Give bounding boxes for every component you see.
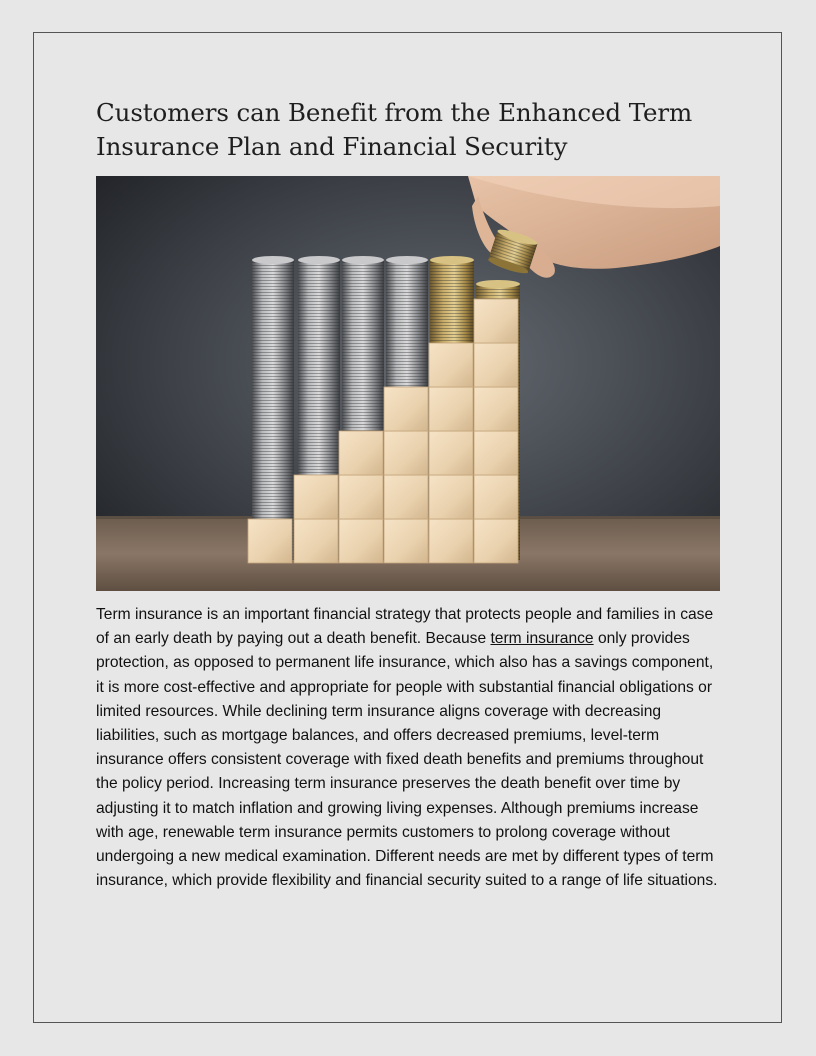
coin-stacks-on-wooden-blocks-photo — [96, 176, 720, 591]
term-insurance-link[interactable]: term insurance — [490, 630, 594, 648]
page-title: Customers can Benefit from the Enhanced Term Insurance Plan and Financial Security — [96, 98, 693, 161]
article-paragraph — [96, 603, 722, 893]
paragraph-text-after-link: only provides protection, as opposed to permanent life insurance, which also has a savings component, it is more cost-effective and appropriate for people with substantial financial obligations or limited resources. While declining term insurance aligns coverage with decreasing liabilities, such as mortgage balances, and offers decreased premiums, level-term insurance offers consistent coverage with fixed death benefits and premiums throughout the policy period. Increasing term insurance preserves the death benefit over time by adjusting it to match inflation and growing living expenses. Although premiums increase with age, renewable term insurance permits customers to prolong coverage without undergoing a new medical examination. Different needs are met by different types of term insurance, which provide flexibility and financial security suited to a range of life situations. — [96, 630, 718, 890]
paragraph-text-before-link: Term insurance is an important financial strategy that protects people and families in case of an early death by paying out a death benefit. Because — [96, 606, 714, 648]
